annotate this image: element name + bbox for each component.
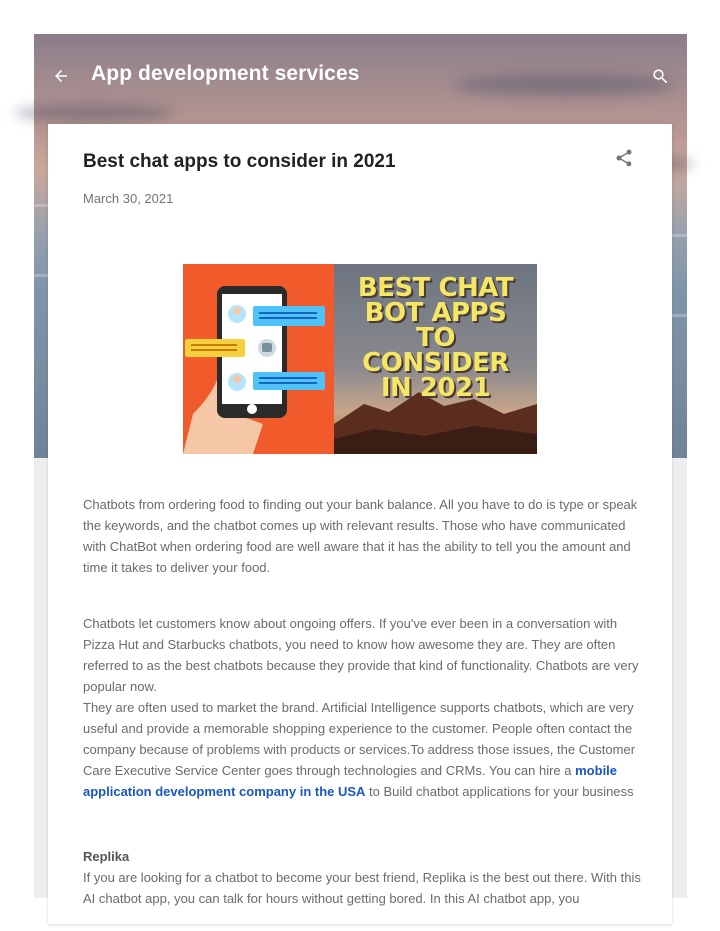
mobile-app-company-link[interactable]: mobile application development company in the USA: [83, 763, 618, 799]
phone-chat-illustration: [183, 264, 334, 454]
section-heading: Replika: [83, 849, 130, 864]
banner-headline: BEST CHAT BOT APPS TO CONSIDER IN 2021: [357, 273, 514, 403]
share-icon: [614, 148, 634, 168]
share-button[interactable]: [614, 148, 638, 172]
page-frame: [34, 34, 687, 906]
post-paragraph-2: Chatbots let customers know about ongoing offers. If you've ever been in a conversation with Pizza Hut and Starbucks chatbots, you need to know how awesome they are. They are often referred to as the best chatbots because they provide that kind of functionality. Chatbots are very popular now. They are often used to market the brand. Artificial Intelligence supports chatbots, which are very useful and provide a memorable shopping experience to the customer. People often contact the company because of problems with products or services.To address those issues, the Customer Care Executive Service Center goes through technologies and CRMs. You can hire a mobile application development company in the USA to Build chatbot applications for your business: [83, 613, 643, 802]
post-paragraph-1: Chatbots from ordering food to finding out your bank balance. All you have to do is type or speak the keywords, and the chatbot comes up with relevant results. Those who have communicated with ChatBot when ordering food are well aware that it has the ability to tell you the amount and time it takes to deliver your food.: [83, 497, 638, 575]
post-title[interactable]: Best chat apps to consider in 2021: [83, 151, 396, 172]
post-banner-image: [183, 264, 537, 454]
post-paragraph-3: They are often used to market the brand. Artificial Intelligence supports chatbots, which are very useful and provide a memorable shopping experience to the customer. People often contact the company because of problems with products or services.To address those issues, the Customer Care Executive Service Center goes through technologies and CRMs. You can hire a mobile application development company in the USA to Build chatbot applications for your business: [83, 700, 636, 799]
post-paragraph-4: If you are looking for a chatbot to become your best friend, Replika is the best out there. With this AI chatbot app, you can talk for hours without getting bored. In this AI chatbot app, you: [83, 870, 641, 906]
site-title[interactable]: App development services: [91, 62, 360, 85]
post-card: [48, 124, 672, 924]
search-button[interactable]: [647, 63, 673, 89]
search-icon: [651, 67, 670, 86]
top-app-bar: [34, 54, 687, 98]
arrow-left-icon: [52, 67, 70, 85]
post-section-replika: [83, 846, 643, 909]
banner-illustration: [183, 264, 334, 454]
back-button[interactable]: [48, 63, 74, 89]
post-date: March 30, 2021: [83, 191, 174, 206]
